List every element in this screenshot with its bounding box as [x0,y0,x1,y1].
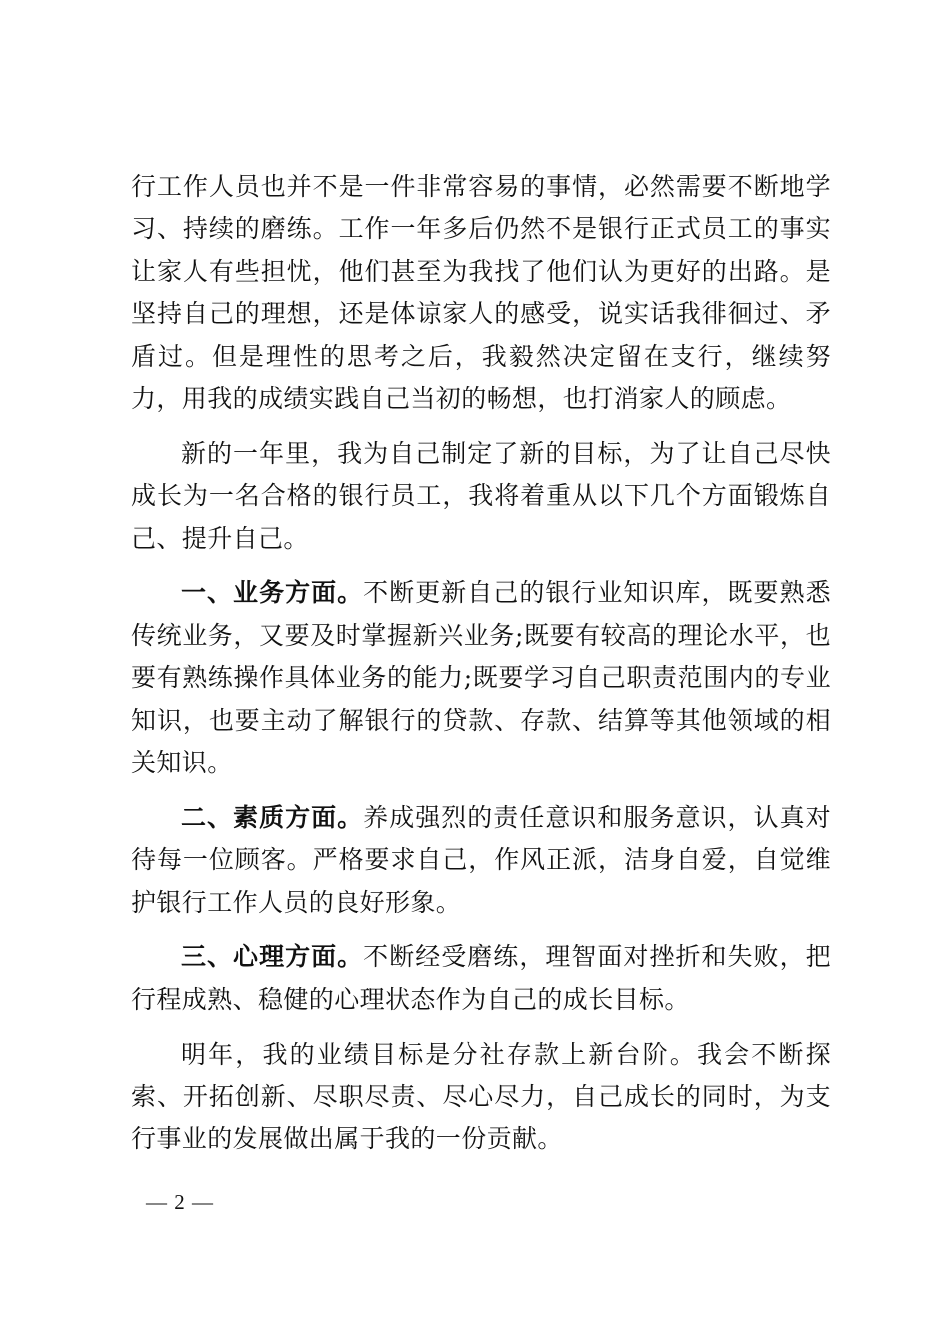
paragraph-text: 不断经受磨练，理智面对挫折和失败，把行程成熟、稳健的心理状态作为自己的成长目标。 [131,942,831,1014]
paragraph-business [131,572,831,784]
paragraph-quality [131,797,831,924]
paragraph-new-year-goals [131,433,831,560]
page-number: — 2 — [146,1190,214,1214]
paragraph-next-year [131,1034,831,1161]
paragraph-text: 不断更新自己的银行业知识库，既要熟悉传统业务，又要及时掌握新兴业务;既要有较高的理论水平，也要有熟练操作具体业务的能力;既要学习自己职责范围内的专业知识，也要主动了解银行的贷款、存款、结算等其他领域的相关知识。 [131,578,831,778]
paragraph-psychology [131,936,831,1021]
paragraph-text: 新的一年里，我为自己制定了新的目标，为了让自己尽快成长为一名合格的银行员工，我将着重从以下几个方面锻炼自己、提升自己。 [131,438,831,553]
paragraph-text: 明年，我的业绩目标是分社存款上新台阶。我会不断探索、开拓创新、尽职尽责、尽心尽力，自己成长的同时，为支行事业的发展做出属于我的一份贡献。 [131,1039,831,1154]
paragraph-continued [131,166,831,420]
paragraph-text: 养成强烈的责任意识和服务意识，认真对待每一位顾客。严格要求自己，作风正派，洁身自爱，自觉维护银行工作人员的良好形象。 [131,802,831,917]
section-heading: 三、心理方面。 [181,942,364,972]
section-heading: 一、业务方面。 [181,578,364,608]
paragraph-text: 行工作人员也并不是一件非常容易的事情，必然需要不断地学习、持续的磨练。工作一年多后仍然不是银行正式员工的事实让家人有些担忧，他们甚至为我找了他们认为更好的出路。是坚持自己的理想，还是体谅家人的感受，说实话我徘徊过、矛盾过。但是理性的思考之后，我毅然决定留在支行，继续努力，用我的成绩实践自己当初的畅想，也打消家人的顾虑。 [131,172,831,414]
document-body [131,166,831,1173]
section-heading: 二、素质方面。 [181,802,364,832]
